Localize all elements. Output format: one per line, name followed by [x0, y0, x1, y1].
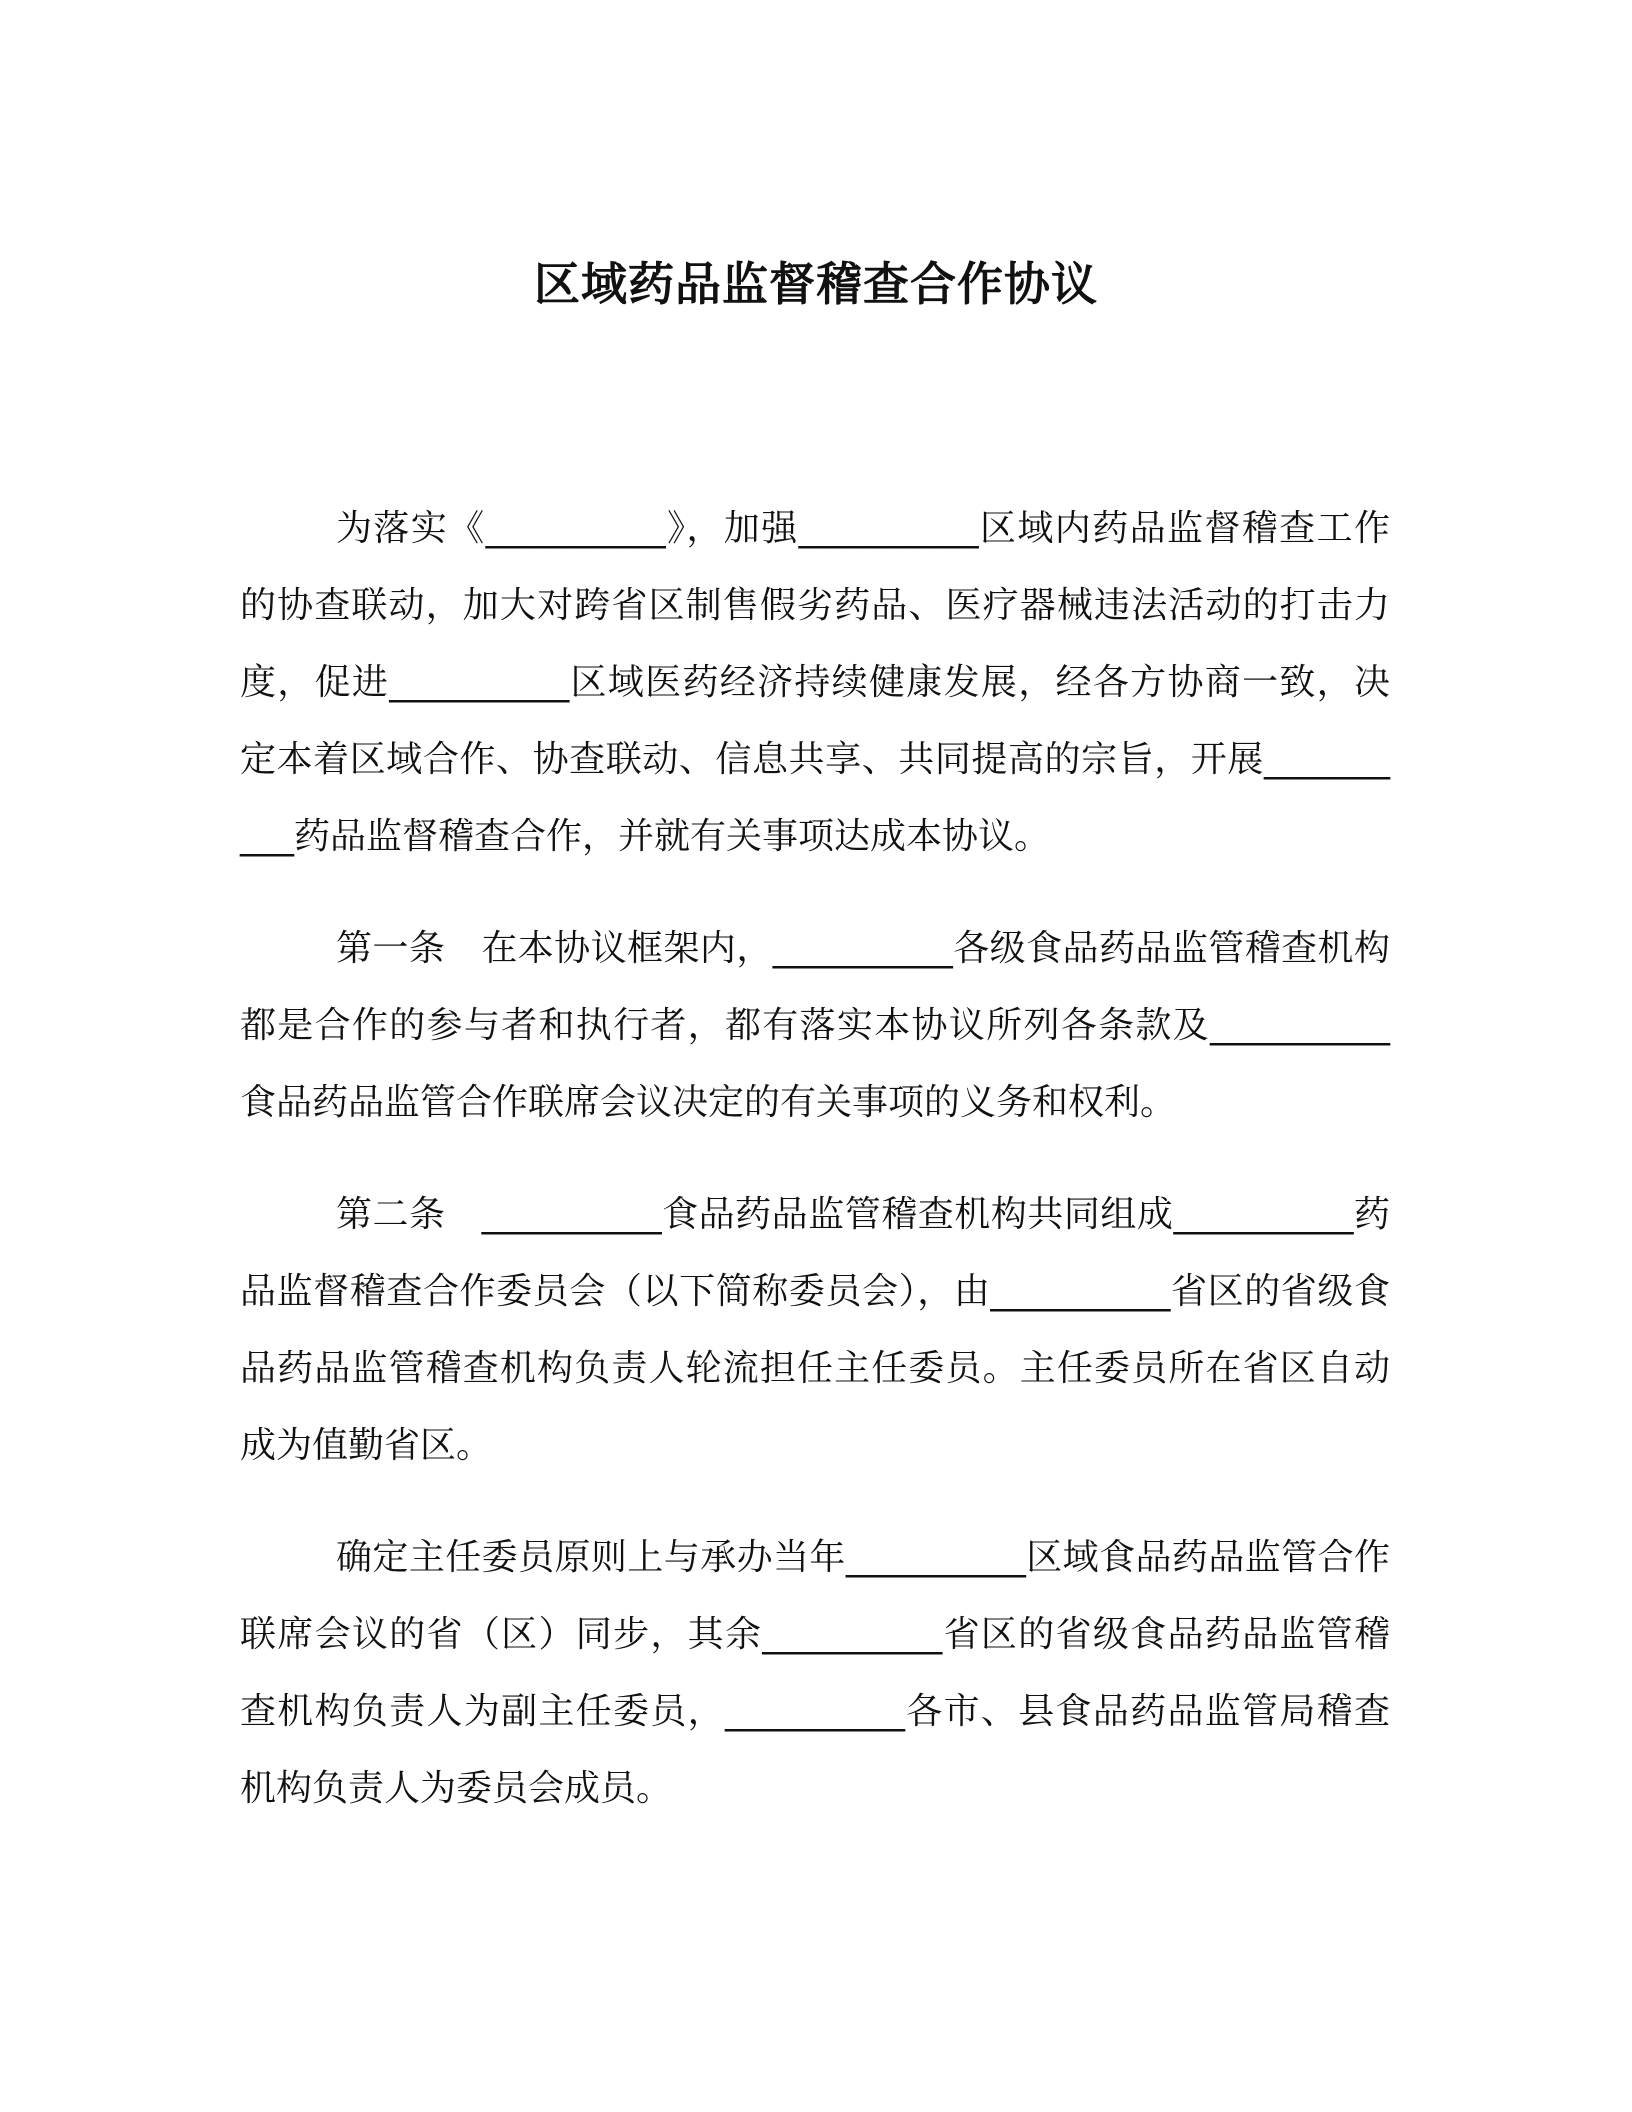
paragraph-text: 为落实《__________》，加强__________区域内药品监督稽查工作的协查联动，加大对跨省区制售假劣药品、医疗器械违法活动的打击力度，促进__________区域医药经济持续健康发展，经各方协商一致，决定本着区域合作、协查联动、信息共享、共同提高的宗旨，开展__________药品监督稽查合作，并就有关事项达成本协议。: [240, 508, 1390, 857]
paragraph-text: 在本协议框架内，__________各级食品药品监管稽查机构都是合作的参与者和执行者，都有落实本协议所列各条款及__________食品药品监管合作联席会议决定的有关事项的义务和权利。: [240, 928, 1390, 1123]
preamble-paragraph: [240, 490, 1390, 875]
paragraph-text: __________食品药品监管稽查机构共同组成__________药品监督稽查合作委员会（以下简称委员会），由__________省区的省级食品药品监管稽查机构负责人轮流担任主任委员。主任委员所在省区自动成为值勤省区。: [240, 1194, 1390, 1466]
article-two-paragraph: [240, 1176, 1390, 1484]
article-label: 第一条: [336, 928, 446, 969]
committee-paragraph: [240, 1519, 1390, 1827]
document-title: 区域药品监督稽查合作协议: [534, 256, 1098, 311]
article-one-paragraph: [240, 910, 1390, 1141]
article-label: 第二条: [336, 1194, 446, 1235]
document-body: [240, 490, 1390, 1827]
paragraph-text: 确定主任委员原则上与承办当年__________区域食品药品监管合作联席会议的省（区）同步，其余__________省区的省级食品药品监管稽查机构负责人为副主任委员，__________各市、县食品药品监管局稽查机构负责人为委员会成员。: [240, 1537, 1390, 1809]
